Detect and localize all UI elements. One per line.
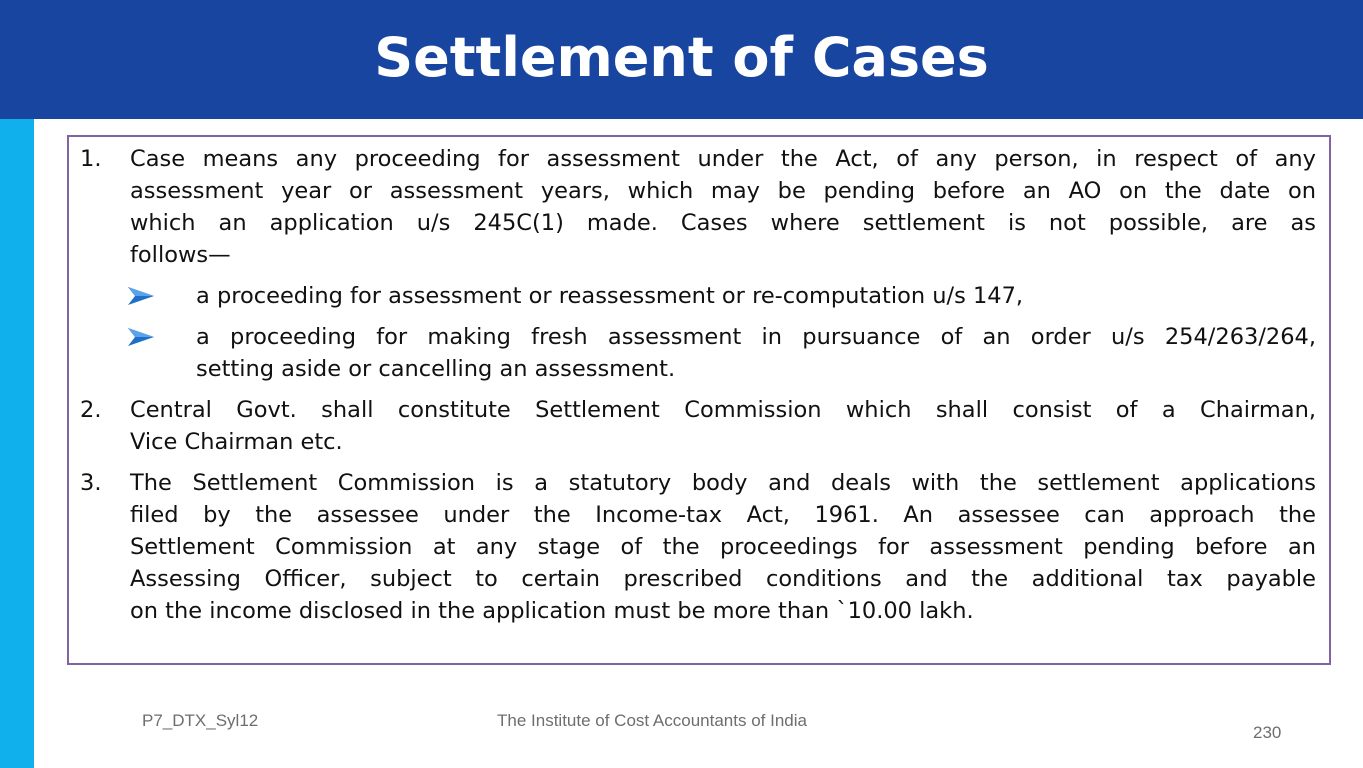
item-1-line-2: assessment year or assessment years, which may be pending before an AO on the date on bbox=[130, 178, 1316, 204]
slide-title: Settlement of Cases bbox=[374, 26, 989, 89]
item-3-line-3: Settlement Commission at any stage of the proceedings for assessment pending before an bbox=[130, 534, 1316, 560]
item-3-line-5: on the income disclosed in the application must be more than `10.00 lakh. bbox=[130, 598, 974, 624]
footer-institute: The Institute of Cost Accountants of India bbox=[497, 711, 807, 730]
arrow-bullet-icon bbox=[126, 326, 156, 348]
arrow-bullet-icon bbox=[126, 285, 156, 307]
item-2-line-2: Vice Chairman etc. bbox=[130, 429, 343, 455]
footer-code: P7_DTX_Syl12 bbox=[142, 711, 259, 730]
item-number: 2. bbox=[80, 397, 102, 423]
item-2-line-1: Central Govt. shall constitute Settlement Commission which shall consist of a Chairman, bbox=[130, 397, 1316, 423]
item-3-line-2: filed by the assessee under the Income-tax Act, 1961. An assessee can approach the bbox=[130, 502, 1316, 528]
bullet-1-line-1: a proceeding for assessment or reassessment or re-computation u/s 147, bbox=[196, 283, 1024, 309]
item-number: 3. bbox=[80, 470, 102, 496]
item-number: 1. bbox=[80, 146, 102, 172]
bullet-2-line-1: a proceeding for making fresh assessment in pursuance of an order u/s 254/263/264, bbox=[196, 324, 1316, 350]
item-1-line-1: Case means any proceeding for assessment under the Act, of any person, in respect of any bbox=[130, 146, 1316, 172]
page-number: 230 bbox=[1253, 723, 1282, 742]
item-1-line-3: which an application u/s 245C(1) made. Cases where settlement is not possible, are as bbox=[130, 210, 1316, 236]
item-3-line-1: The Settlement Commission is a statutory body and deals with the settlement applications bbox=[130, 470, 1316, 496]
item-1-line-4: follows— bbox=[130, 242, 231, 268]
item-3-line-4: Assessing Officer, subject to certain prescribed conditions and the additional tax payable bbox=[130, 566, 1316, 592]
side-accent-bar bbox=[0, 119, 34, 768]
bullet-2-line-2: setting aside or cancelling an assessment. bbox=[196, 356, 676, 382]
